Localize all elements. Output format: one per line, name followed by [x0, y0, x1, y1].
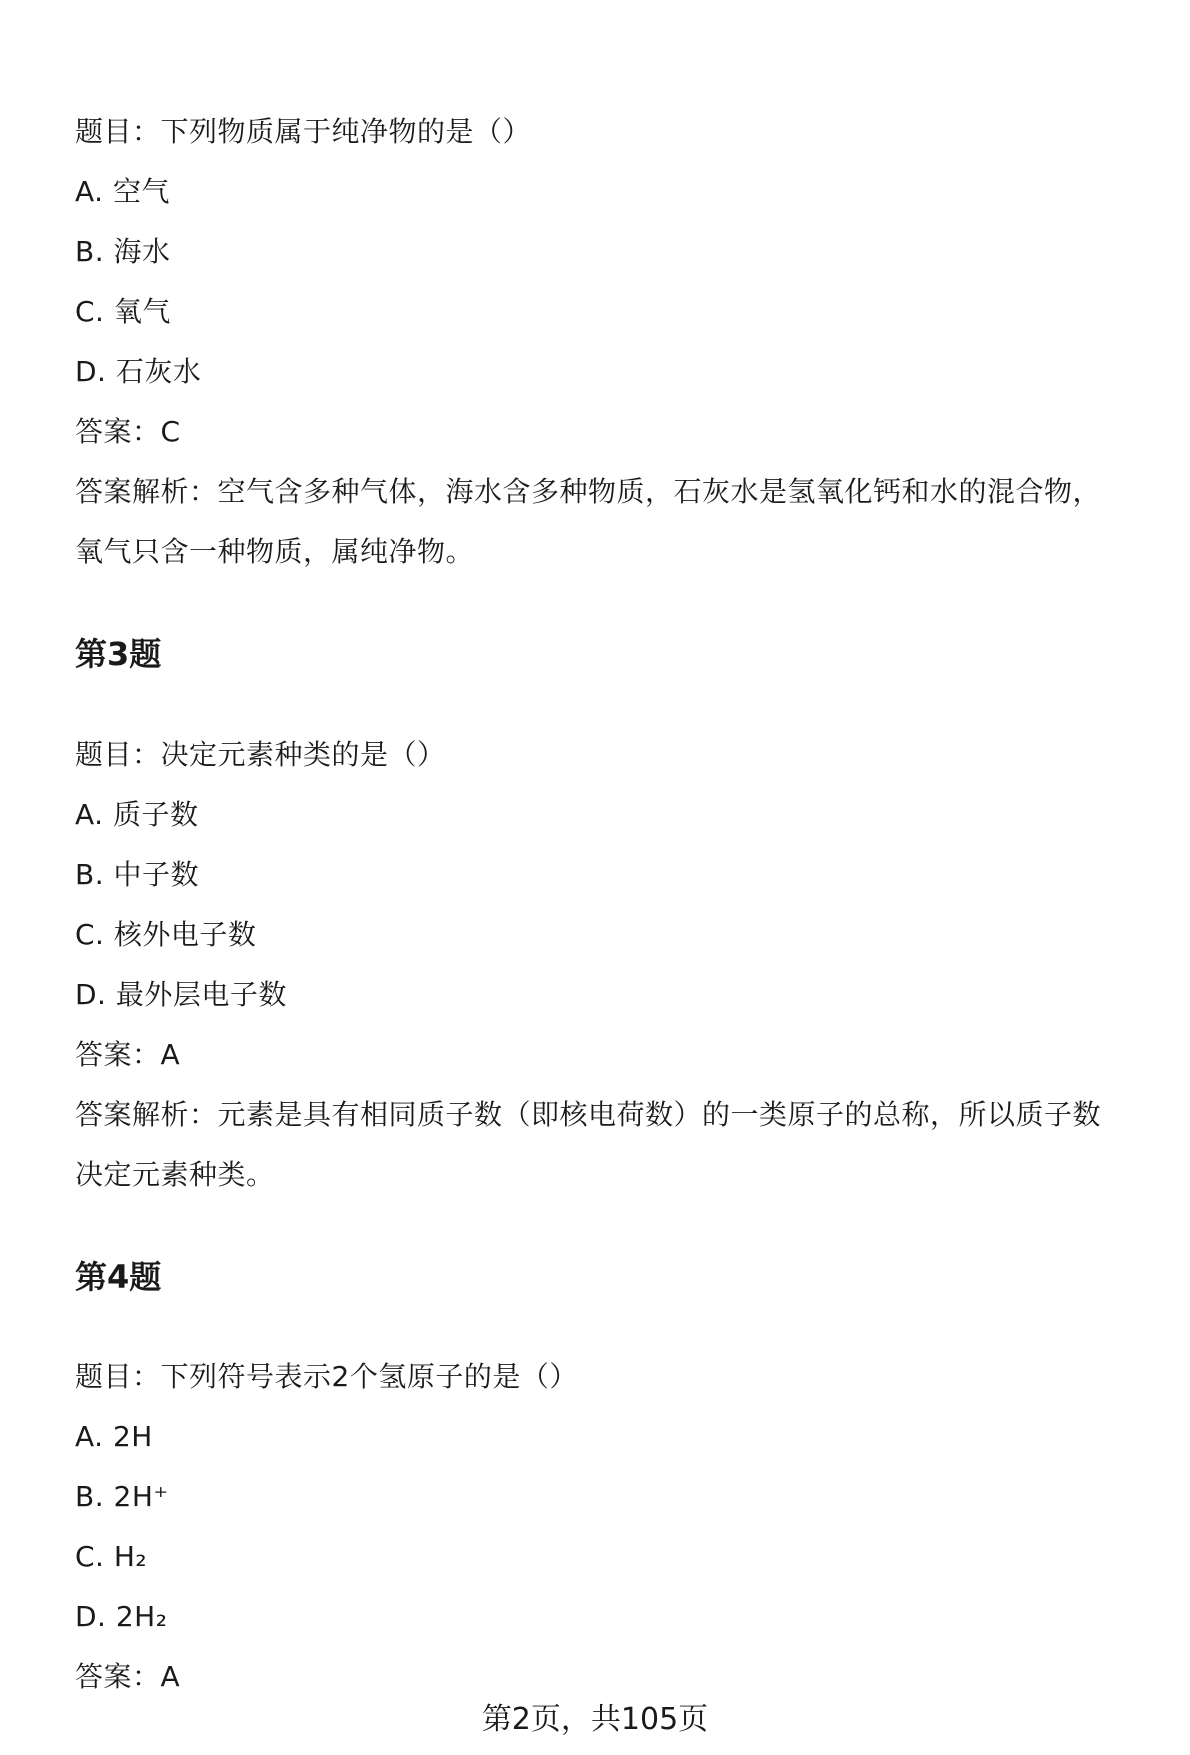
- q2-option-d: D. 石灰水: [75, 355, 202, 388]
- q4-option-a: A. 2H: [75, 1420, 153, 1453]
- q3-analysis-line2: 决定元素种类。: [75, 1158, 275, 1191]
- q2-option-c: C. 氧气: [75, 295, 171, 328]
- q2-analysis-line1: 答案解析：空气含多种气体，海水含多种物质，石灰水是氢氧化钙和水的混合物，: [75, 475, 1102, 508]
- q4-option-b: B. 2H⁺: [75, 1480, 169, 1513]
- q3-option-b: B. 中子数: [75, 858, 200, 891]
- page-number-footer: 第2页，共105页: [481, 1702, 709, 1737]
- q3-analysis-line1: 答案解析：元素是具有相同质子数（即核电荷数）的一类原子的总称，所以质子数: [75, 1098, 1102, 1131]
- q2-option-a: A. 空气: [75, 175, 170, 208]
- q3-option-c: C. 核外电子数: [75, 918, 257, 951]
- q4-option-c: C. H₂: [75, 1540, 148, 1573]
- q2-analysis-line2: 氧气只含一种物质，属纯净物。: [75, 535, 475, 568]
- q3-heading: 第3题: [75, 635, 162, 673]
- q3-answer: 答案：A: [75, 1038, 181, 1071]
- q4-heading: 第4题: [75, 1258, 162, 1296]
- q4-answer: 答案：A: [75, 1660, 181, 1693]
- q4-option-d: D. 2H₂: [75, 1600, 168, 1633]
- q3-option-a: A. 质子数: [75, 798, 199, 831]
- q2-stem: 题目：下列物质属于纯净物的是（）: [75, 115, 532, 148]
- q3-stem: 题目：决定元素种类的是（）: [75, 738, 446, 771]
- q4-stem: 题目：下列符号表示2个氢原子的是（）: [75, 1360, 578, 1393]
- q2-answer: 答案：C: [75, 415, 181, 448]
- q3-option-d: D. 最外层电子数: [75, 978, 287, 1011]
- q2-option-b: B. 海水: [75, 235, 171, 268]
